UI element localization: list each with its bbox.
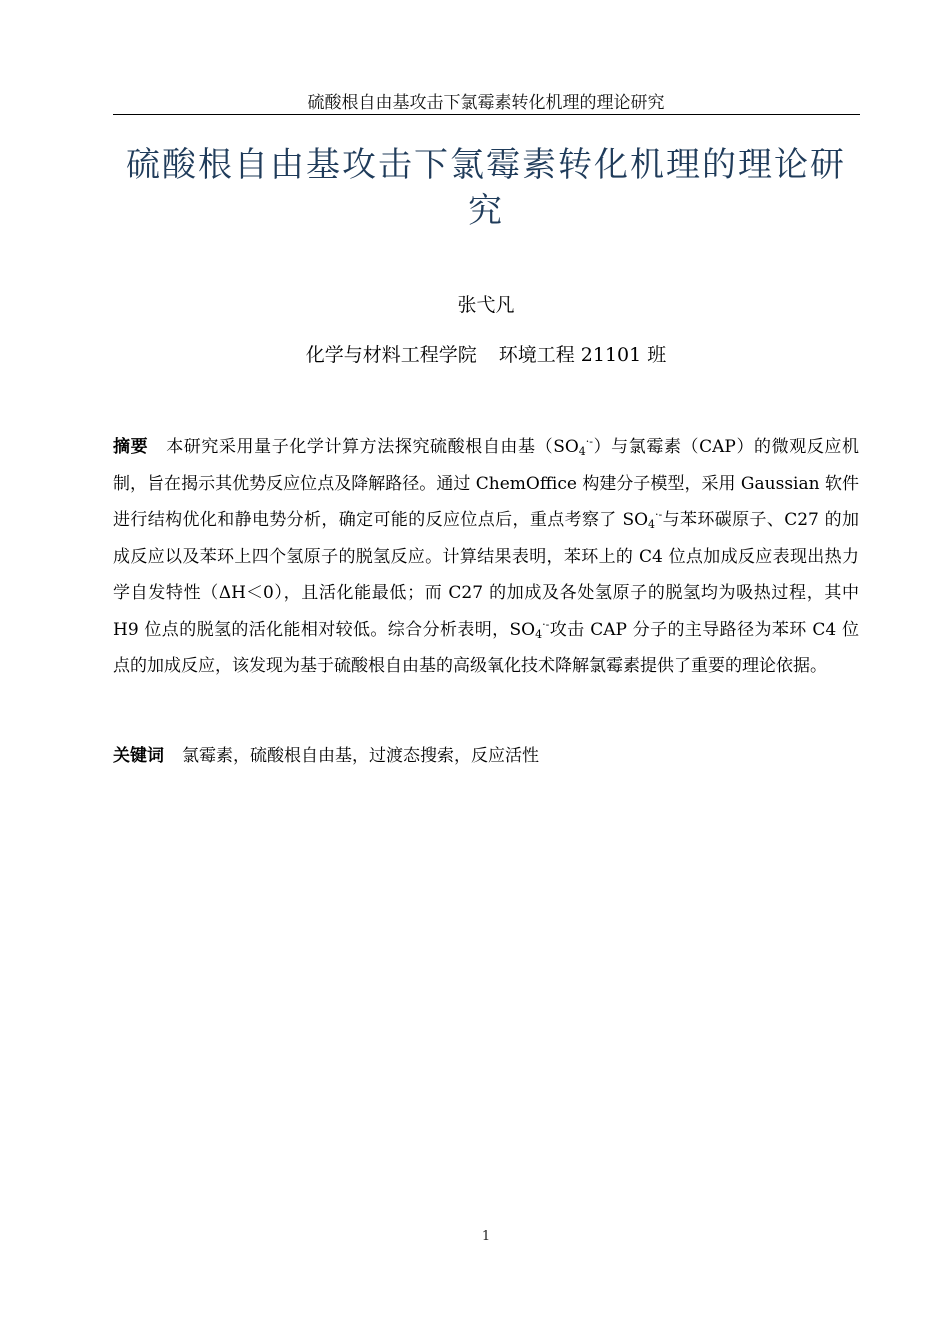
sulfate-radical-formula: $SO_4^{\cdot-}$: [509, 617, 550, 641]
abstract-text-3: 与苯环碳原子、C27 的加成反应以及苯环上四个氢原子的脱氢反应。计算结果表明，苯环上的 C4 位点加成反应表现出热力学自发特性（ΔH＜0），且活化能最低；而 C27 的加成及各处氢原子的脱氢均为吸热过程，其中 H9 位点的脱氢的活化能相对较低。综合分析表明，: [113, 510, 859, 640]
keywords: [113, 743, 859, 769]
author-name: 张弋凡: [457, 294, 515, 316]
paper-title: 硫酸根自由基攻击下氯霉素转化机理的理论研究: [126, 145, 846, 231]
header-divider: [113, 114, 860, 115]
page-number: 1: [481, 1229, 491, 1244]
abstract-text-1: 本研究采用量子化学计算方法探究硫酸根自由基（: [166, 437, 554, 457]
abstract: [113, 429, 859, 685]
abstract-label: 摘要: [113, 437, 149, 457]
affiliation: [113, 342, 859, 368]
keywords-label: 关键词: [113, 746, 164, 766]
sulfate-radical-formula: $SO_4^{\cdot-}$: [622, 508, 663, 531]
sulfate-radical-formula: $SO_4^{\cdot-}$: [553, 435, 593, 458]
keywords-text: 氯霉素，硫酸根自由基，过渡态搜索，反应活性: [182, 746, 539, 766]
abstract-text-2: ）与氯霉素（CAP）的微观反应机制，旨在揭示其优势反应位点及降解路径。通过 ChemOffice 构建分子模型，采用 Gaussian 软件进行结构优化和静电势分析，确定可能的反应位点后，重点考察了: [113, 437, 859, 530]
abstract-text-4: 攻击 CAP 分子的主导路径为苯环 C4 位点的加成反应，该发现为基于硫酸根自由基的高级氧化技术降解氯霉素提供了重要的理论依据。: [113, 619, 859, 676]
running-header: 硫酸根自由基攻击下氯霉素转化机理的理论研究: [307, 93, 665, 113]
affiliation-class: 环境工程 21101 班: [498, 344, 667, 366]
affiliation-school: 化学与材料工程学院: [305, 344, 477, 366]
